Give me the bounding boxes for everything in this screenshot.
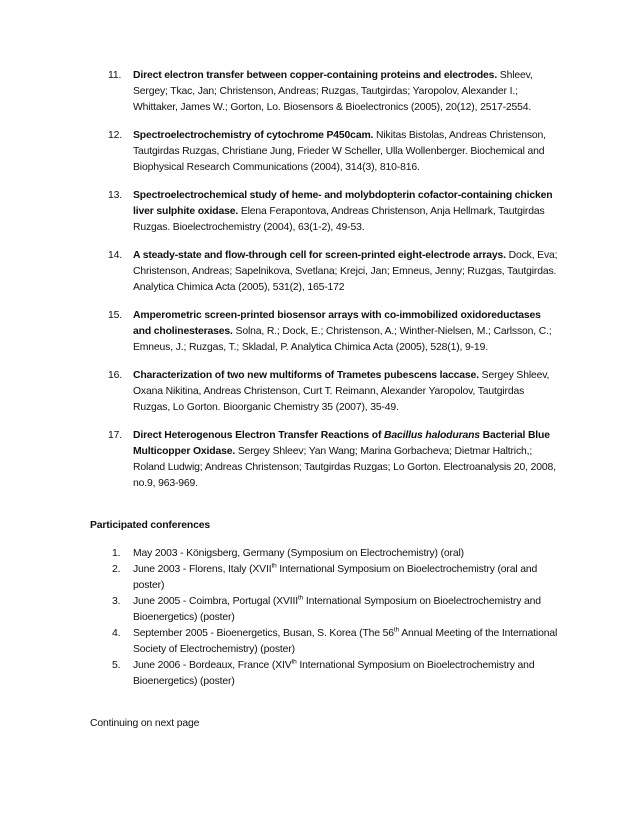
publication-details: Solna, R.; Dock, E.; Christenson, A.; Winther-Nielsen, M.; Carlsson, C.; Emneus, J.; Ruzgas, T.; Skladal, P. Analytica Chimica Acta (2005), 528(1), 9-19. [133,326,552,353]
publication-item [0,68,638,116]
publication-details: Elena Ferapontova, Andreas Christenson, Anja Hellmark, Tautgirdas Ruzgas. Bioelectrochemistry (2004), 63(1-2), 49-53. [133,206,545,233]
conference-number: 1. [112,548,121,559]
conference-number: 2. [112,564,121,575]
publication-number: 16. [108,370,122,381]
publication-item [0,308,638,356]
continuation-note: Continuing on next page [90,718,200,729]
publication-details: Nikitas Bistolas, Andreas Christenson, Tautgirdas Ruzgas, Christiane Jung, Frieder W Scheller, Ulla Wollenberger. Biochemical and Biophysical Research Communications (2004), 314(3), 810-816. [133,130,546,173]
publication-item [0,188,638,236]
conference-number: 5. [112,660,121,671]
ordinal-suffix: th [297,594,304,602]
conference-text: International Symposium on Bioelectrochemistry (oral and poster) [133,564,538,591]
conference-text: September 2005 - Bioenergetics, Busan, S. Korea (The 56 [133,628,394,639]
publication-number: 17. [108,430,122,441]
species-name: Bacillus halodurans [384,430,480,441]
publication-item [0,368,638,416]
publication-details: Sergey Shleev, Oxana Nikitina, Andreas Christenson, Curt T. Reimann, Alexander Yaropolov, Tautgirdas Ruzgas, Lo Gorton. Bioorganic Chemistry 35 (2007), 35-49. [133,370,550,413]
publication-item [0,128,638,176]
publication-title: Characterization of two new multiforms of Trametes pubescens laccase. [133,370,479,381]
conference-text: Annual Meeting of the International Society of Electrochemistry) (poster) [133,628,558,655]
conference-text: International Symposium on Bioelectrochemistry and Bioenergetics) (poster) [133,596,541,623]
conference-item [0,562,638,594]
publication-number: 14. [108,250,122,261]
ordinal-suffix: th [271,562,277,570]
publication-number: 12. [108,130,122,141]
publication-details: Dock, Eva; Christenson, Andreas; Sapelnikova, Svetlana; Krejci, Jan; Emneus, Jenny; Ruzgas, Tautgirdas. Analytica Chimica Acta (2005), 531(2), 165-172 [133,250,558,293]
conference-item [0,546,638,562]
publication-details: Sergey Shleev; Yan Wang; Marina Gorbacheva; Dietmar Haltrich,; Roland Ludwig; Andreas Christenson; Tautgirdas Ruzgas; Lo Gorton. Electroanalysis 20, 2008, no.9, 963-969. [133,446,556,489]
publication-item [0,428,638,492]
conference-text: June 2003 - Florens, Italy (XVII [133,564,272,575]
conference-number: 3. [112,596,121,607]
conferences-heading: Participated conferences [90,520,210,531]
conference-text: June 2005 - Coimbra, Portugal (XVIII [133,596,298,607]
publication-title-part: Direct Heterogenous Electron Transfer Reactions of [133,430,385,441]
conference-list [0,546,638,690]
publication-item [0,248,638,296]
conference-item [0,626,638,658]
conference-number: 4. [112,628,121,639]
ordinal-suffix: th [393,626,400,634]
publication-number: 13. [108,190,122,201]
conference-item [0,594,638,626]
publication-title: Spectroelectrochemical study of heme- and molybdopterin cofactor-containing chicken liver sulphite oxidase. [133,190,553,217]
conference-item [0,658,638,690]
publication-title: Direct electron transfer between copper-containing proteins and electrodes. [133,70,498,81]
publication-number: 15. [108,310,122,321]
conference-text: June 2006 - Bordeaux, France (XIV [133,660,292,671]
conference-text: International Symposium on Bioelectrochemistry and Bioenergetics) (poster) [133,660,535,687]
publication-list [0,68,638,504]
conference-text: May 2003 - Königsberg, Germany (Symposium on Electrochemistry) (oral) [133,548,464,559]
publication-title: Amperometric screen-printed biosensor arrays with co-immobilized oxidoreductases and cholinesterases. [133,310,541,337]
ordinal-suffix: th [291,658,297,666]
publication-title: A steady-state and flow-through cell for screen-printed eight-electrode arrays. [133,250,506,261]
publication-title-part: Bacterial Blue Multicopper Oxidase. [133,430,550,457]
publication-title: Spectroelectrochemistry of cytochrome P450cam. [133,130,374,141]
publication-details: Shleev, Sergey; Tkac, Jan; Christenson, Andreas; Ruzgas, Tautgirdas; Yaropolov, Alexander I.; Whittaker, James W.; Gorton, Lo. Biosensors & Bioelectronics (2005), 20(12), 2517-2554. [133,70,533,113]
publication-number: 11. [108,70,122,81]
